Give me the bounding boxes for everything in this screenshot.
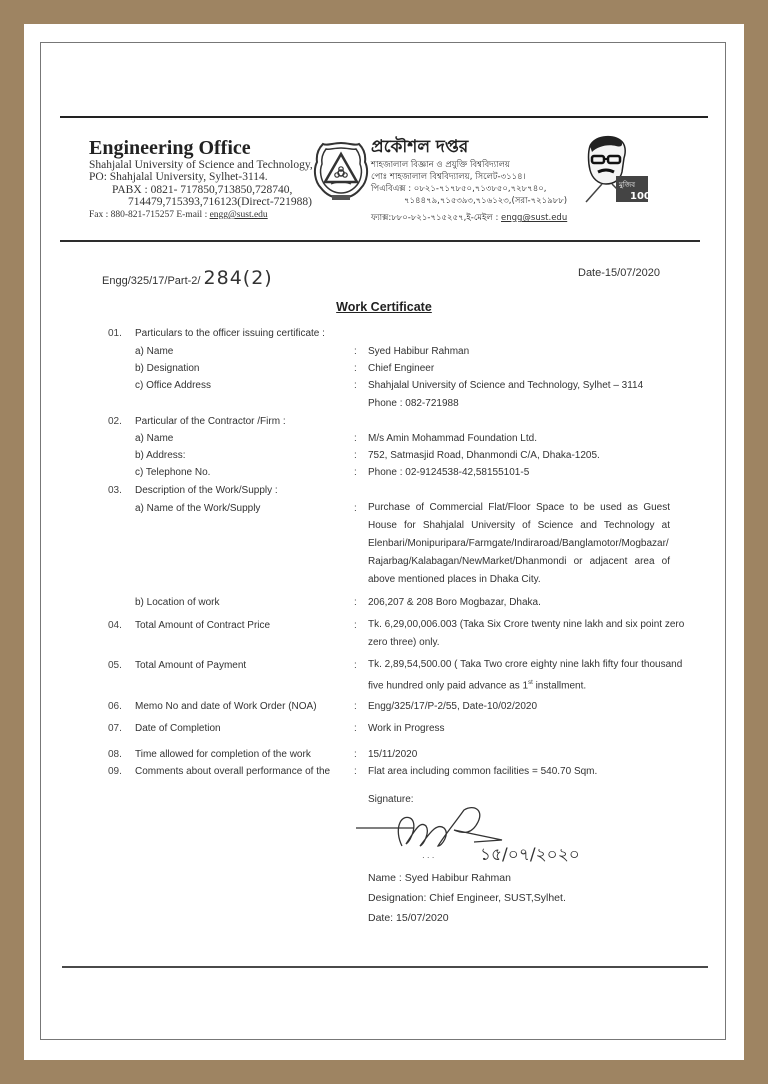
contractor-phone: Phone : 02-9124538-42,58155101-5 — [368, 467, 530, 478]
office-phone: Phone : 082-721988 — [368, 398, 459, 409]
contractor-address: 752, Satmasjid Road, Dhanmondi C/A, Dhaka-1205. — [368, 450, 600, 461]
address-line: Shahjalal University of Science and Technology, — [89, 159, 313, 171]
item-label: Total Amount of Contract Price — [135, 620, 271, 631]
document-page — [24, 24, 744, 1060]
item-label: Memo No and date of Work Order (NOA) — [135, 701, 317, 712]
item-label: Particulars to the officer issuing certificate : — [135, 328, 325, 339]
item-label: Date of Completion — [135, 723, 221, 734]
reference-number — [102, 267, 273, 289]
time-allowed: 15/11/2020 — [368, 749, 418, 760]
handwritten-signature-date: ১৫/০৭/২০২০ — [480, 845, 580, 865]
colon: : — [354, 749, 357, 760]
payment-tail: installment. — [532, 680, 587, 692]
item-label: Particular of the Contractor /Firm : — [135, 416, 286, 427]
officer-designation: Chief Engineer — [368, 363, 435, 374]
office-title: Engineering Office — [89, 137, 251, 159]
item-label: a) Name — [135, 346, 174, 357]
handwritten-reference: 284(2) — [203, 267, 273, 289]
signature-label: Signature: — [368, 794, 414, 805]
item-label: c) Office Address — [135, 380, 211, 391]
colon: : — [354, 660, 357, 671]
email-link[interactable]: engg@sust.edu — [209, 210, 268, 220]
signatory-designation: Designation: Chief Engineer, SUST,Sylhet. — [368, 892, 566, 904]
item-label: b) Designation — [135, 363, 200, 374]
item-label: Description of the Work/Supply : — [135, 485, 278, 496]
reference-prefix: Engg/325/17/Part-2/ — [102, 275, 204, 287]
item-number: 02. — [108, 416, 122, 427]
address-line: PO: Shahjalal University, Sylhet-3114. — [89, 171, 268, 183]
officer-name: Syed Habibur Rahman — [368, 346, 470, 357]
colon: : — [354, 503, 357, 514]
mujib-100-portrait-icon — [572, 132, 662, 210]
contractor-name: M/s Amin Mohammad Foundation Ltd. — [368, 433, 537, 444]
document-title: Work Certificate — [336, 300, 432, 314]
signatory-name: Name : Syed Habibur Rahman — [368, 872, 511, 884]
item-label: c) Telephone No. — [135, 467, 211, 478]
item-label: Total Amount of Payment — [135, 660, 247, 671]
colon: : — [354, 363, 357, 374]
svg-text:· · ·: · · · — [422, 853, 435, 862]
svg-text:100: 100 — [630, 191, 651, 202]
work-location: 206,207 & 208 Boro Mogbazar, Dhaka. — [368, 597, 541, 608]
item-label: a) Name of the Work/Supply — [135, 503, 261, 514]
issue-date: Date-15/07/2020 — [578, 267, 660, 279]
colon: : — [354, 723, 357, 734]
item-label: b) Location of work — [135, 597, 220, 608]
item-number: 03. — [108, 485, 122, 496]
item-number: 08. — [108, 749, 122, 760]
colon: : — [354, 433, 357, 444]
colon: : — [354, 597, 357, 608]
work-order-memo: Engg/325/17/P-2/55, Date-10/02/2020 — [368, 701, 538, 712]
item-label: a) Name — [135, 433, 174, 444]
colon: : — [354, 450, 357, 461]
fax-email-line — [89, 210, 268, 220]
item-number: 07. — [108, 723, 122, 734]
colon: : — [354, 346, 357, 357]
performance-comment: Flat area including common facilities = 540.70 Sqm. — [368, 766, 598, 777]
item-number: 06. — [108, 701, 122, 712]
colon: : — [354, 380, 357, 391]
completion-status: Work in Progress — [368, 723, 445, 734]
colon: : — [354, 620, 357, 631]
bangla-address-line: ৭১৪৪৭৯,৭১৫৩৯৩,৭১৬১২৩,(সরা-৭২১৯৮৮) — [404, 196, 568, 206]
handwritten-signature — [354, 800, 594, 870]
bangla-email-link[interactable]: engg@sust.edu — [501, 213, 568, 223]
item-number: 05. — [108, 660, 122, 671]
bottom-divider — [62, 966, 708, 968]
header-divider — [60, 240, 700, 242]
item-number: 09. — [108, 766, 122, 777]
bangla-fax-label: ফ্যাক্স:৮৮০-৮২১-৭১৫২৫৭,ই-মেইল : — [371, 213, 502, 223]
bangla-address-line: পোঃ শাহজালাল বিশ্ববিদ্যালয়, সিলেট-৩১১৪। — [371, 172, 526, 182]
bangla-address-line: পিএবিএক্স : ০৮২১-৭১৭৮৫০,৭১৩৮৫০,৭২৮৭৪০, — [371, 184, 547, 194]
address-line: 714479,715393,716123(Direct-721988) — [128, 196, 312, 208]
signature-date: Date: 15/07/2020 — [368, 912, 449, 924]
contract-price: Tk. 6,29,00,006.003 (Taka Six Crore twenty nine lakh and six point zero zero three) only. — [368, 619, 685, 648]
university-seal-icon — [313, 140, 369, 202]
ordinal-suffix: st — [528, 680, 533, 686]
item-number: 04. — [108, 620, 122, 631]
svg-text:মুজিব: মুজিব — [619, 181, 636, 189]
item-label: b) Address: — [135, 450, 186, 461]
top-divider — [60, 116, 708, 118]
colon: : — [354, 467, 357, 478]
bangla-fax-email-line — [371, 211, 567, 225]
payment-text: Tk. 2,89,54,500.00 ( Taka Two crore eighty nine lakh fifty four thousand five hundred only paid advance as 1 — [368, 659, 683, 692]
fax-label: Fax : 880-821-715257 E-mail : — [89, 210, 210, 220]
bangla-address-line: শাহজালাল বিজ্ঞান ও প্রযুক্তি বিশ্ববিদ্যালয় — [371, 160, 510, 170]
item-number: 01. — [108, 328, 122, 339]
colon: : — [354, 701, 357, 712]
address-line: PABX : 0821- 717850,713850,728740, — [112, 184, 293, 196]
office-address: Shahjalal University of Science and Technology, Sylhet – 3114 — [368, 380, 644, 391]
bangla-office-title: প্রকৌশল দপ্তর — [371, 137, 469, 157]
item-label: Comments about overall performance of the — [135, 766, 331, 777]
colon: : — [354, 766, 357, 777]
payment-amount — [368, 656, 698, 695]
item-label: Time allowed for completion of the work — [135, 749, 311, 760]
work-description: Purchase of Commercial Flat/Floor Space to be used as Guest House for Shahjalal University of Science and Technology at Elenbari/Monipuripara/Farmgate/Indiraroad/Banglamotor/Mogbazar/ Rajarbag/Kalabagan/NewMarket/Dhanmondi or adjacent area of above mentioned places in Dhaka City. — [368, 502, 670, 585]
